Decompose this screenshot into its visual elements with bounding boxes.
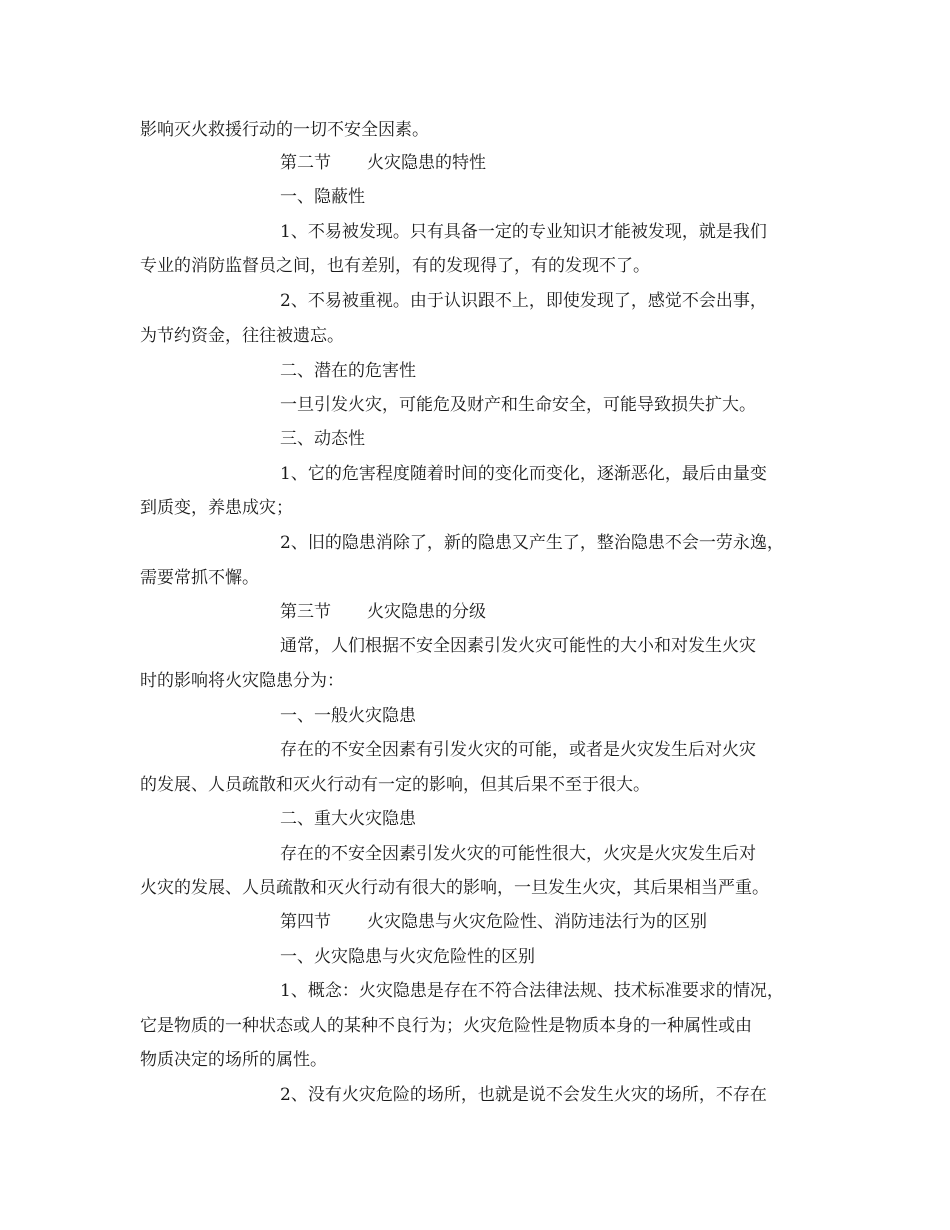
paragraph-line: 火灾的发展、人员疏散和灭火行动有很大的影响，一旦发生火灾，其后果相当严重。 (140, 878, 769, 898)
paragraph-line: 影响灭火救援行动的一切不安全因素。 (140, 120, 429, 140)
section-number: 第二节 (280, 153, 331, 173)
subheading: 一、一般火灾隐患 (280, 706, 416, 726)
paragraph-line: 一旦引发火灾，可能危及财产和生命安全，可能导致损失扩大。 (280, 395, 756, 415)
paragraph-line: 到质变，养患成灾； (140, 498, 293, 518)
paragraph-line: 为节约资金，往往被遗忘。 (140, 326, 344, 346)
paragraph-line: 2、不易被重视。由于认识跟不上，即使发现了，感觉不会出事， (280, 291, 767, 311)
paragraph-line: 1、它的危害程度随着时间的变化而变化，逐渐恶化，最后由量变 (280, 464, 767, 484)
paragraph-line: 物质决定的场所的属性。 (140, 1050, 327, 1070)
section-heading (280, 910, 707, 934)
section-heading (280, 151, 486, 175)
subheading: 三、动态性 (280, 429, 365, 449)
section-heading (280, 600, 486, 624)
paragraph-line: 存在的不安全因素有引发火灾的可能，或者是火灾发生后对火灾 (280, 740, 756, 760)
section-number: 第三节 (280, 602, 331, 622)
paragraph-line: 它是物质的一种状态或人的某种不良行为；火灾危险性是物质本身的一种属性或由 (140, 1016, 752, 1036)
subheading: 二、重大火灾隐患 (280, 809, 416, 829)
paragraph-line: 2、没有火灾危险的场所，也就是说不会发生火灾的场所，不存在 (280, 1085, 767, 1105)
paragraph-line: 1、概念：火灾隐患是存在不符合法律法规、技术标准要求的情况， (280, 981, 784, 1001)
paragraph-line: 的发展、人员疏散和灭火行动有一定的影响，但其后果不至于很大。 (140, 775, 650, 795)
paragraph-line: 时的影响将火灾隐患分为： (140, 671, 344, 691)
paragraph-line: 需要常抓不懈。 (140, 568, 259, 588)
paragraph-line: 2、旧的隐患消除了，新的隐患又产生了，整治隐患不会一劳永逸， (280, 533, 784, 553)
paragraph-line: 存在的不安全因素引发火灾的可能性很大，火灾是火灾发生后对 (280, 844, 756, 864)
section-number: 第四节 (280, 912, 331, 932)
subheading: 一、隐蔽性 (280, 187, 365, 207)
section-title: 火灾隐患的特性 (367, 153, 486, 173)
paragraph-line: 通常，人们根据不安全因素引发火灾可能性的大小和对发生火灾 (280, 636, 756, 656)
paragraph-line: 1、不易被发现。只有具备一定的专业知识才能被发现，就是我们 (280, 222, 767, 242)
section-title: 火灾隐患与火灾危险性、消防违法行为的区别 (367, 912, 707, 932)
paragraph-line: 专业的消防监督员之间，也有差别，有的发现得了，有的发现不了。 (140, 256, 650, 276)
subheading: 一、火灾隐患与火灾危险性的区别 (280, 947, 535, 967)
subheading: 二、潜在的危害性 (280, 361, 416, 381)
section-title: 火灾隐患的分级 (367, 602, 486, 622)
